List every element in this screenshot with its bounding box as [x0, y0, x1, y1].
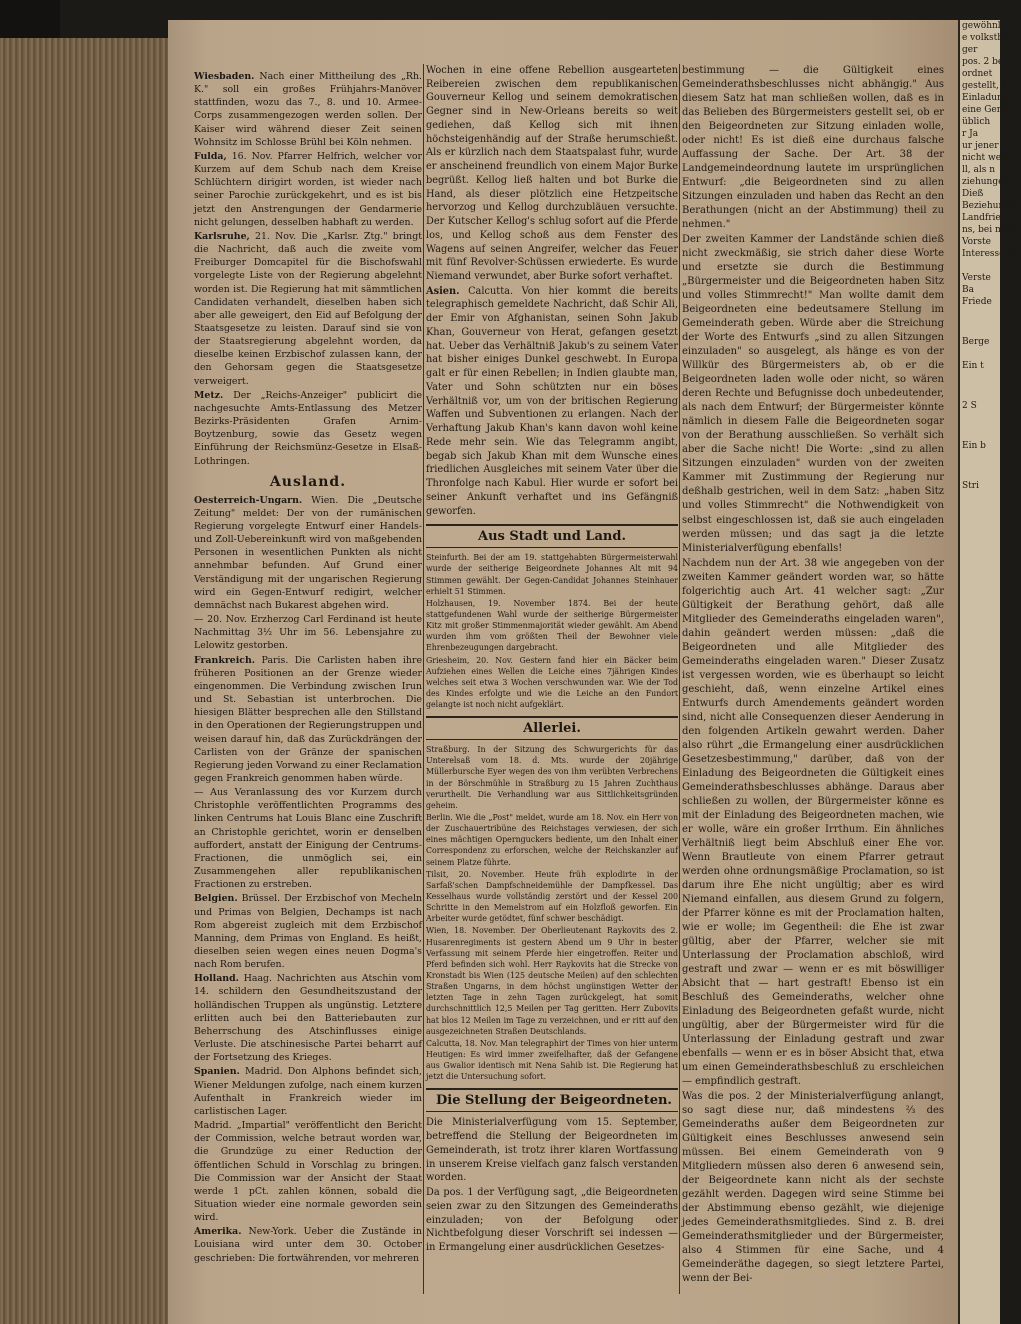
paragraph — [426, 285, 678, 518]
paragraph — [426, 655, 678, 711]
paragraph — [194, 230, 422, 388]
adjacent-page-text — [960, 260, 1000, 272]
paragraph-text: 16. Nov. Pfarrer Helfrich, welcher vor Kurzem auf dem Schub nach dem Kreise Schlüchtern dirigirt worden, ist wieder nach seiner Parochie zurückgekehrt, und es ist bis jetzt den Anstrengungen der Gendarmerie nicht gelungen, desselben habhaft zu werden. — [194, 150, 422, 228]
paragraph-text: Haag. Nachrichten aus Atschin vom 14. schildern den Gesundheitszustand der holländischen Truppen als ungünstig. Letztere erlitten auch bei den Batteriebauten zur Beherrschung des Atschinflusses einige Verluste. Die atschinesische Partei beharrt auf der Fortsetzung des Krieges. — [194, 973, 422, 1064]
adjacent-page-text: e volksthü — [962, 33, 1009, 43]
local-news-paragraphs — [426, 552, 678, 710]
adjacent-page-text: pos. 2 be — [962, 57, 1004, 67]
paragraph-text: Brüssel. Der Erzbischof von Mecheln und Primas von Belgien, Dechamps ist nach Rom abgereist zugleich mit dem Erzbischof Manning, dem Primas von England. Es heißt, dieselben seien wegen eines neuen Dogma's nach Rom berufen. — [194, 893, 422, 971]
article-heading-beigeordneten: Die Stellung der Beigeordneten. — [426, 1088, 678, 1112]
adjacent-page-text — [960, 412, 1000, 440]
adjacent-page-text: Interesse de — [962, 249, 1019, 259]
adjacent-page-text: Ein b — [962, 441, 986, 451]
paragraph-text: New-York. Ueber die Zustände in Louisiana wird unter dem 30. October geschrieben: Die fortwährenden, vor mehreren — [194, 1226, 422, 1264]
paragraph — [426, 812, 678, 868]
paragraph — [426, 598, 678, 654]
news-paragraphs — [426, 64, 678, 518]
paragraph — [426, 925, 678, 1036]
adjacent-page-text: Friede — [962, 297, 992, 307]
adjacent-page-text: Stri — [962, 481, 979, 491]
paragraph — [194, 494, 422, 612]
adjacent-page-text: r Ja — [962, 129, 979, 139]
adjacent-page-text: üblich — [962, 117, 991, 127]
paragraph-lead: Spanien. — [194, 1066, 240, 1078]
adjacent-page-text: Berge — [962, 337, 990, 347]
paragraph-lead: Frankreich. — [194, 654, 256, 666]
adjacent-page-text: Beziehungen — [962, 201, 1021, 211]
news-paragraphs — [194, 70, 422, 468]
paragraph-text: Madrid. „Impartial" veröffentlicht den Bericht der Commission, welche betraut worden war, die Grundzüge zu einer Reduction der öffentlichen Schuld in Vorschlag zu bringen. Die Commission war der Ansicht der Staat werde 1 pCt. zahlen können, sobald die Situation wieder eine normale geworden sein wird. — [194, 1120, 422, 1224]
adjacent-page-text: Ein t — [962, 361, 984, 371]
paragraph-lead: Asien. — [426, 285, 460, 297]
adjacent-page-text: gestellt, E — [962, 81, 1009, 91]
paragraph-lead: Amerika. — [194, 1226, 242, 1238]
paragraph-lead: Holland. — [194, 973, 239, 985]
paragraph — [194, 150, 422, 229]
paragraph-text: Der zweiten Kammer der Landstände schien dieß nicht zweckmäßig, sie strich daher diese Worte und ersetzte sie durch die Bestimmung „Bürgermeister und die Beigeordneten haben Sitz und volles Stimmrecht!" Man wollte damit dem Beigeordneten eine bedeutsamere Stellung im Gemeinderath geben. Würde aber die Streichung der Worte des Entwurfs „sind zu allen Sitzungen einzuladen" so ausgelegt, als hänge es von der Willkür des Bürgermeisters ab, ob er die Beigeordneten laden wolle oder nicht, so wären deren Rechte und Befugnisse doch unbedeutender, als nach dem Entwurf; der Bürgermeister könnte nämlich in diesem Falle die Beigeordneten sogar von der Berathung ausschließen. So verhält sich aber die Sache nicht! Die Worte: „sind zu allen Sitzungen einzuladen" wurden von der zweiten Kammer mit Zustimmung der Regierung nur deßhalb gestrichen, weil in dem Satz: „haben Sitz und volles Stimmrecht" die Nothwendigkeit von selbst eingeschlossen ist, daß sie auch eingeladen werden müssen; und das sagt ja die letzte Ministerialverfügung ebenfalls! — [682, 234, 944, 554]
paragraph — [194, 892, 422, 971]
paragraph — [682, 1090, 944, 1286]
paragraph-text: Wien. Die „Deutsche Zeitung" meldet: Der von der rumänischen Regierung vorgelegte Entwurf einer Handels- und Zoll-Uebereinkunft wird von maßgebenden Personen in wesentlichen Punkten als nicht annehmbar befunden. Auf Grund einer Verständigung mit der ungarischen Regierung wird ein Gegen-Entwurf redigirt, welcher demnächst nach Bukarest abgehen wird. — [194, 494, 422, 611]
paragraph — [426, 744, 678, 811]
paragraph-lead: Wiesbaden. — [194, 71, 255, 82]
paragraph — [426, 1186, 678, 1255]
paragraph-text: Nachdem nun der Art. 38 wie angegeben von der zweiten Kammer geändert worden war, so hätte folgerichtig auch Art. 41 welcher sagt: „Zur Gültigkeit der Berathung gehört, daß alle Mitglieder des Gemeinderaths eingeladen waren", dahin geändert werden müssen: „daß die Beigeordneten und alle Mitglieder des Gemeinderaths eingeladen waren." Dieser Zusatz ist vergessen worden, wie es überhaupt so leicht geschieht, daß, wenn einzelne Artikel eines Entwurfs durch Amendements geändert worden sind, nicht alle Consequenzen dieser Aenderung in den folgenden Artikeln gewahrt werden. Daher also rührt „die Ermangelung einer ausdrücklichen Gesetzesbestimmung," darüber, daß von der Einladung des Beigeordneten die Gültigkeit eines Gemeinderathsbeschlusses abhänge. Daraus aber schließen zu wollen, der Bürgermeister könne es mit der Einladung des Beigeordneten machen, wie er wolle, wäre ein großer Irrthum. Ein ähnliches Verhältniß liegt beim Abschluß einer Ehe vor. Wenn Brautleute von einem Pfarrer getraut werden ohne ordnungsmäßige Proclamation, so ist darum ihre Ehe nicht ungültig; aber es wird Niemand einfallen, aus diesem Grund zu folgern, der Pfarrer könne es mit der Proclamation halten, wie er wolle; im Gegentheil: die Ehe ist zwar gültig, aber der Pfarrer, welcher sie mit Unterlassung der Proclamation abschloß, wird gestraft und zwar — wenn er es mit böswilliger Absicht that — hart gestraft! Ebenso ist ein Beschluß des Gemeinderaths, welcher ohne Einladung des Beigeordneten gefaßt wurde, nicht ungültig, aber der Bürgermeister wird für die Unterlassung der Einladung gestraft und zwar ebenfalls — wenn er es in böser Absicht that, etwa um einen Gemeinderathsbeschluß zu erschleichen — empfindlich gestraft. — [682, 557, 944, 1088]
adjacent-page-text: gewöhnli — [962, 21, 1004, 31]
adjacent-page-text: ziehungen. — [962, 177, 1013, 187]
paragraph-text: Die Ministerialverfügung vom 15. September, betreffend die Stellung der Beigeordneten im Gemeinderath, ist trotz ihrer klaren Wortfassung in unserem Kreise vielfach ganz falsch verstanden worden. — [426, 1117, 678, 1184]
column-3 — [682, 64, 944, 1287]
paragraph — [194, 654, 422, 786]
adjacent-page-text: Ba — [962, 285, 974, 295]
adjacent-page-fragment — [958, 20, 1021, 1324]
adjacent-page-text: ordnet — [962, 69, 993, 79]
paragraph-lead: Belgien. — [194, 893, 238, 905]
adjacent-page-text — [960, 452, 1000, 480]
paragraph-lead: Oesterreich-Ungarn. — [194, 494, 303, 506]
adjacent-page-text — [960, 348, 1000, 360]
paragraph-text: Griesheim, 20. Nov. Gestern fand hier ein Bäcker beim Aufziehen eines Wellen die Leiche eines 7jährigen Kindes welches seit etwa 3 Wochen verschwunden war. Wie der Tod des Kindes erfolgte und wie die Leiche an den Fundort gelangte ist noch nicht aufgeklärt. — [426, 655, 678, 710]
adjacent-page-text: Verste — [962, 273, 991, 283]
paragraph — [682, 233, 944, 555]
adjacent-page-text: ger — [962, 45, 978, 55]
column-2 — [426, 64, 678, 1256]
paragraph-text: Calcutta, 18. Nov. Man telegraphirt der Times von hier unterm Heutigen: Es wird immer zweifelhafter, daß der Gefangene aus Gwalior identisch mit Nena Sahib ist. Die Regierung hat jetzt die Untersuchung sofort. — [426, 1038, 678, 1082]
paragraph-text: Straßburg. In der Sitzung des Schwurgerichts für das Unterelsaß vom 18. d. Mts. wurde der 20jährige Müllerbursche Eyer wegen des von ihm verübten Verbrechens in der Börschmühle in Straßburg zu 15 Jahren Zuchthaus verurtheilt. Die Verhandlung war aus Sittlichkeitsgründen geheim. — [426, 745, 678, 810]
paragraph — [194, 1119, 422, 1224]
section-heading-allerlei: Allerlei. — [426, 716, 678, 740]
paragraph-text: Calcutta. Von hier kommt die bereits telegraphisch gemeldete Nachricht, daß Schir Ali, der Emir von Afghanistan, seinen Sohn Jakub Khan, Gouverneur von Herat, gefangen gesetzt hat. Ueber das Verhältniß Jakub's zu seinem Vater hat bisher einiges Dunkel geschwebt. In Europa galt er für einen Rebellen; in Indien glaubte man, Vater und Sohn schützten nur ein böses Verhältniß vor, um von der britischen Regierung Waffen und Subventionen zu erlangen. Nach der Verhaftung Jakub Khan's kann davon wohl keine Rede mehr sein. Wie das Telegramm angibt, begab sich Jakub Khan mit dem Wunsche eines friedlichen Ausgleiches mit seinem Vater über die Thronfolge nach Kabul. Hier wurde er sofort bei seiner Ankunft verhaftet und ins Gefängniß geworfen. — [426, 285, 678, 517]
paragraph-text: Der „Reichs-Anzeiger" publicirt die nachgesuchte Amts-Entlassung des Metzer Bezirks-Präsidenten Grafen Arnim-Boytzenburg, sowie das Gesetz wegen Einführung der Reichsmünz-Gesetze in Elsaß-Lothringen. — [194, 389, 422, 467]
adjacent-page-text: ur jener S — [962, 141, 1008, 151]
adjacent-page-text: Landfried — [962, 213, 1007, 223]
paragraph-lead: Metz. — [194, 389, 224, 401]
adjacent-page-text: Dieß — [962, 189, 984, 199]
paragraph-text: Da pos. 1 der Verfügung sagt, „die Beigeordneten seien zwar zu den Sitzungen des Gemeinderaths einzuladen; von der Befolgung oder Nichtbefolgung dieser Vorschrift sei indessen — in Ermangelung einer ausdrücklichen Gesetzes- — [426, 1187, 678, 1254]
section-heading-ausland: Ausland. — [269, 473, 347, 490]
foreign-news-paragraphs — [194, 494, 422, 1265]
column-rule — [423, 64, 424, 1294]
paragraph-lead: Karlsruhe, — [194, 230, 250, 242]
paragraph-text: Was die pos. 2 der Ministerialverfügung anlangt, so sagt diese nur, daß mindestens ⅔ des Gemeinderaths außer dem Beigeordneten zur Gültigkeit eines Beschlusses anwesend sein müssen. Bei einem Gemeinderath von 9 Mitgliedern müssen also deren 6 anwesend sein, der Beigeordnete kann nicht als der sechste gezählt werden. Dagegen wird seine Stimme bei der Abstimmung ebenso gezählt, wie diejenige jedes Gemeinderathsmitgliedes. Sind z. B. drei Gemeinderathsmitglieder und der Bürgermeister, also 4 Stimmen für eine Sache, und 4 Gemeinderäthe dagegen, so siegt letztere Partei, wenn der Bei- — [682, 1091, 944, 1285]
adjacent-page-text: eine Gemei — [962, 105, 1014, 115]
misc-news-paragraphs — [426, 744, 678, 1082]
adjacent-page-text: Vorste — [962, 237, 991, 247]
paragraph-text: bestimmung — die Gültigkeit eines Gemeinderathsbeschlusses nicht abhängig." Aus diesem Satz hat man schließen wollen, daß es in das Belieben des Bürgermeisters gestellt sei, ob er den Beigeordneten zur Sitzung einladen wolle, oder nicht! Es ist dieß eine durchaus falsche Auffassung der Sache. Der Art. 38 der Landgemeindeordnung lautete im ursprünglichen Entwurf: „die Beigeordneten sind zu allen Sitzungen einzuladen und haben das Recht an den Berathungen (nicht an der Abstimmung) theil zu nehmen." — [682, 65, 944, 231]
paragraph — [194, 70, 422, 149]
column-1 — [194, 70, 422, 1266]
adjacent-page-text: Einladung — [962, 93, 1009, 103]
paragraph — [426, 1038, 678, 1083]
paragraph — [426, 869, 678, 925]
adjacent-page-text: ll, als n — [962, 165, 995, 175]
adjacent-page-text: 2 S — [962, 401, 977, 411]
paragraph — [194, 972, 422, 1064]
paragraph-text: Paris. Die Carlisten haben ihre früheren Positionen an der Grenze wieder eingenommen. Die Verbindung zwischen Irun und St. Sebastian ist unterbrochen. Die hiesigen Blätter besprechen alle den Stillstand in den Operationen der Regierungstruppen und weisen darauf hin, daß das Zurückdrängen der Carlisten von der Gränze der spanischen Regierung jeden Vorwand zu einer Reclamation gegen Frankreich genommen haben würde. — [194, 654, 422, 784]
paragraph-text: Madrid. Don Alphons befindet sich, Wiener Meldungen zufolge, nach einem kurzen Aufenthalt in Frankreich wieder im carlistischen Lager. — [194, 1066, 422, 1117]
adjacent-page-text — [960, 372, 1000, 400]
paragraph — [194, 786, 422, 891]
paragraph-text: Holzhausen, 19. November 1874. Bei der heute stattgefundenen Wahl wurde der seitherige Bürgermeister Kitz mit großer Stimmenmajorität wieder gewählt. Am Abend wurden ihm vom größten Theil der Bewohner viele Ehrenbezeugungen dargebracht. — [426, 598, 678, 653]
paragraph-text: Steinfurth. Bei der am 19. stattgehabten Bürgermeisterwahl wurde der seitherige Beigeordnete Johannes Alt mit 94 Stimmen gewählt. Der Gegen-Candidat Johannes Steinhauer erhielt 51 Stimmen. — [426, 553, 678, 596]
paragraph — [426, 64, 678, 284]
newspaper-page — [168, 20, 958, 1324]
paragraph-text: — 20. Nov. Erzherzog Carl Ferdinand ist heute Nachmittag 3½ Uhr im 56. Lebensjahre zu Lelowitz gestorben. — [194, 614, 422, 652]
paragraph — [426, 552, 678, 597]
paragraph-text: Tilsit, 20. November. Heute früh explodirte in der Sarfaß'schen Dampfschneidemühle der Dampfkessel. Das Kesselhaus wurde vollständig zerstört und der Kessel 200 Schritte in den Memelstrom auf ein Holzfloß geworfen. Ein Arbeiter wurde getödtet, fünf schwer beschädigt. — [426, 869, 678, 924]
paragraph — [194, 613, 422, 652]
paragraph-lead: Fulda, — [194, 150, 227, 162]
adjacent-page-text: ns, bei mehr — [962, 225, 1019, 235]
paragraph — [194, 389, 422, 468]
paragraph-text: 21. Nov. Die „Karlsr. Ztg." bringt die Nachricht, daß auch die zweite vom Freiburger Domcapitel für die Bischofswahl vorgelegte Liste von der Regierung abgelehnt worden ist. Die Regierung hat mit sämmtlichen Candidaten verhandelt, dieselben haben sich aber alle geweigert, den Eid auf Befolgung der Staatsgesetze zu leisten. Darauf sind sie von der Staatsregierung abgelehnt worden, da dieselbe keinen Erzbischof zulassen kann, der den Gehorsam gegen die Staatsgesetze verweigert. — [194, 230, 422, 387]
adjacent-page-text — [960, 308, 1000, 336]
paragraph-text: Wien, 18. November. Der Oberlieutenant Raykovits des 2. Husarenregiments ist gestern Abend um 9 Uhr in bester Verfassung mit seinem Pferde hier eingetroffen. Reiter und Pferd befinden sich wohl. Herr Raykovits hat die Strecke von Kronstadt bis Wien (125 deutsche Meilen) auf den schlechten Straßen Ungarns, in dem höchst ungünstigen Wetter der letzten Tage in zehn Tagen zurückgelegt, hat somit durchschnittlich 12,5 Meilen per Tag geritten. Herr Zubovits hat blos 12 Meilen im Tage zu verzeichnen, und er ritt auf den ausgezeichneten Straßen Deutschlands. — [426, 926, 678, 1036]
column-rule — [679, 64, 680, 1294]
paragraph — [194, 1225, 422, 1264]
paragraph — [682, 557, 944, 1090]
section-heading-stadt-land: Aus Stadt und Land. — [426, 524, 678, 548]
adjacent-page-text: nicht werd — [962, 153, 1012, 163]
paragraph — [426, 1116, 678, 1185]
article-paragraphs — [682, 64, 944, 1286]
paragraph-text: Berlin. Wie die „Post" meldet, wurde am 18. Nov. ein Herr von der Zuschauertribüne des Reichstages verwiesen, der sich eines mächtigen Opernguckers bediente, um den Inhalt einer Correspondenz zu erforschen, welche der Reichskanzler auf seinem Platze führte. — [426, 813, 678, 867]
paragraph — [194, 1065, 422, 1118]
paragraph — [682, 64, 944, 232]
article-paragraphs — [426, 1116, 678, 1254]
paragraph-text: Wochen in eine offene Rebellion ausgearteten Reibereien zwischen dem republikanischen Gouverneur Kellog und seinem demokratischen Gegner sind in New-Orleans bereits so weit gediehen, daß Kellog sich mit ihnen höchsteigenhändig auf der Straße herumschießt. Als er kürzlich nach dem Staatspalast fuhr, wurde er anscheinend freundlich von einem Major Burke begrüßt. Kellog ließ halten und bot Burke die Hand, als dieser plötzlich eine Hetzpeitsche hervorzog und Kellog durchzubläuen versuchte. Der Kutscher Kellog's schlug sofort auf die Pferde los, und Kellog schoß aus dem Fenster des Wagens auf seinen Angreifer, welcher das Feuer mit fünf Revolver-Schüssen erwiederte. Es wurde Niemand verwundet, aber Burke sofort verhaftet. — [426, 65, 678, 283]
paragraph-text: — Aus Veranlassung des vor Kurzem durch Christophle veröffentlichten Programms des linken Centrums hat Louis Blanc eine Zuschrift an Christophle gerichtet, worin er denselben auffordert, anstatt der Einigung der Centrums-Fractionen, die unmöglich sei, ein Zusammengehen aller republikanischen Fractionen zu erstreben. — [194, 787, 422, 891]
book-page-edges — [0, 38, 168, 1324]
paragraph-text: Nach einer Mittheilung des „Rh. K." soll ein großes Frühjahrs-Manöver stattfinden, wozu das 7., 8. und 10. Armee-Corps zusammengezogen werden sollen. Der Kaiser wird während dieser Zeit seinen Wohnsitz im Schlosse Brühl bei Köln nehmen. — [194, 71, 422, 148]
